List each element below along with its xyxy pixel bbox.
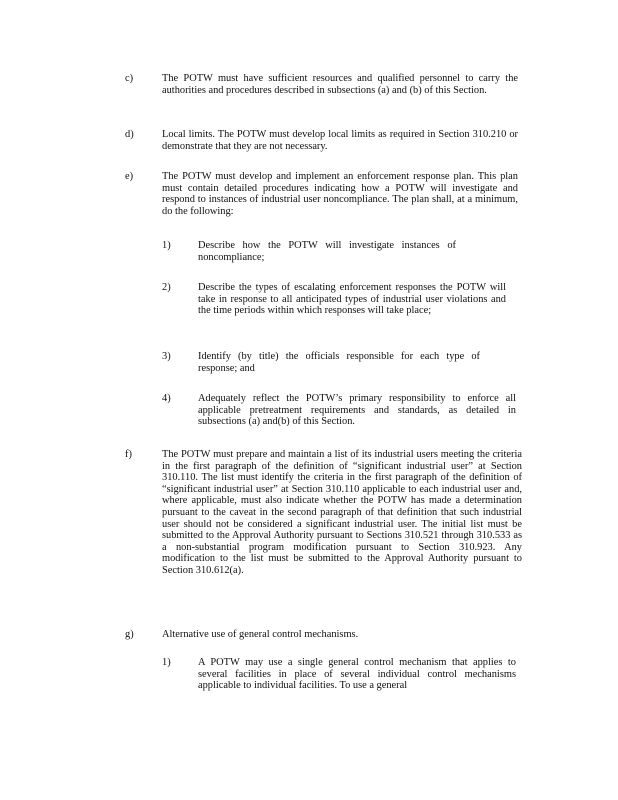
paragraph-f-text: The POTW must prepare and maintain a list of its industrial users meeting the criteria in the first paragraph of the definition of “significant industrial user” at Section 310.110. The list must identify the criteria in the first paragraph of the definition of “significant industrial user” at Section 310.110 applicable to each industrial user and, where applicable, must also indicate whether the POTW has made a determination pursuant to the caveat in the second paragraph of that definition that such industrial user should not be considered a significant industrial user. The initial list must be submitted to the Approval Authority pursuant to Sections 310.521 through 310.533 as a non-substantial program modification pursuant to Section 310.923. Any modification to the list must be submitted to the Approval Authority pursuant to Section 310.612(a). bbox=[162, 449, 522, 576]
paragraph-f-marker: f) bbox=[125, 449, 132, 460]
paragraph-c-marker: c) bbox=[125, 73, 134, 84]
paragraph-g-1-marker: 1) bbox=[162, 657, 171, 668]
paragraph-g-1-text: A POTW may use a single general control mechanism that applies to several facilities in place of several individual control mechanisms applicable to individual facilities. To use a general bbox=[198, 657, 516, 692]
paragraph-e-text: The POTW must develop and implement an enforcement response plan. This plan must contain detailed procedures indicating how a POTW will investigate and respond to instances of industrial user noncompliance. The plan shall, at a minimum, do the following: bbox=[162, 171, 518, 217]
paragraph-d-text: Local limits. The POTW must develop local limits as required in Section 310.210 or demonstrate that they are not necessary. bbox=[162, 129, 518, 152]
paragraph-d-marker: d) bbox=[125, 129, 134, 140]
paragraph-g-marker: g) bbox=[125, 629, 134, 640]
paragraph-e-3-text: Identify (by title) the officials responsible for each type of response; and bbox=[198, 351, 480, 374]
paragraph-e-1-marker: 1) bbox=[162, 240, 171, 251]
paragraph-c-text: The POTW must have sufficient resources and qualified personnel to carry the authorities and procedures described in subsections (a) and (b) of this Section. bbox=[162, 73, 518, 96]
paragraph-e-4-marker: 4) bbox=[162, 393, 171, 404]
paragraph-e-marker: e) bbox=[125, 171, 134, 182]
paragraph-e-2-marker: 2) bbox=[162, 282, 171, 293]
paragraph-g-text: Alternative use of general control mechanisms. bbox=[162, 629, 359, 640]
paragraph-e-4-text: Adequately reflect the POTW’s primary responsibility to enforce all applicable pretreatment requirements and standards, as detailed in subsections (a) and(b) of this Section. bbox=[198, 393, 516, 428]
paragraph-e-1-text: Describe how the POTW will investigate instances of noncompliance; bbox=[198, 240, 456, 263]
paragraph-e-2-text: Describe the types of escalating enforcement responses the POTW will take in response to all anticipated types of industrial user violations and the time periods within which responses will take place; bbox=[198, 282, 506, 317]
paragraph-e-3-marker: 3) bbox=[162, 351, 171, 362]
